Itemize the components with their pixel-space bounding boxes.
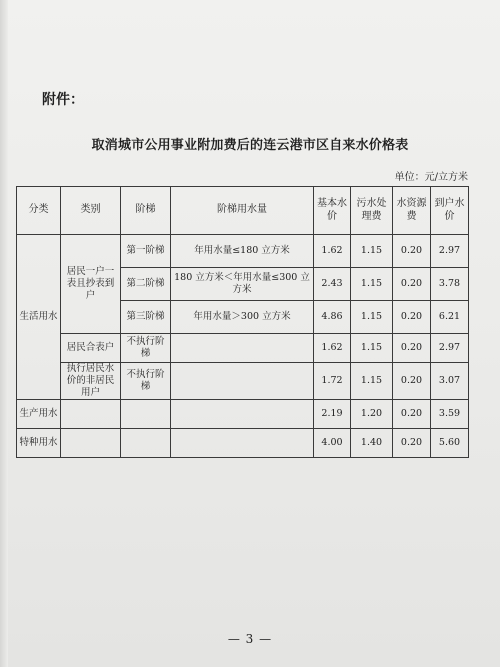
tier-cell — [121, 399, 171, 428]
total-price-cell: 2.97 — [431, 235, 469, 268]
table-row — [17, 363, 469, 400]
resource-fee-cell: 0.20 — [393, 399, 431, 428]
resource-fee-cell: 0.20 — [393, 301, 431, 334]
resource-fee-cell: 0.20 — [393, 428, 431, 457]
total-price-cell: 5.60 — [431, 428, 469, 457]
sewage-fee-cell: 1.15 — [351, 363, 393, 400]
volume-cell — [171, 428, 314, 457]
header-type: 类别 — [61, 187, 121, 235]
attachment-label: 附件： — [42, 92, 84, 108]
table-row — [17, 235, 469, 268]
total-price-cell: 6.21 — [431, 301, 469, 334]
base-price-cell: 4.00 — [314, 428, 351, 457]
total-price-cell: 2.97 — [431, 334, 469, 363]
tier-cell — [121, 428, 171, 457]
volume-cell — [171, 363, 314, 400]
type-cell — [61, 428, 121, 457]
total-price-cell: 3.59 — [431, 399, 469, 428]
sewage-fee-cell: 1.20 — [351, 399, 393, 428]
base-price-cell: 4.86 — [314, 301, 351, 334]
water-price-table — [16, 186, 469, 458]
type-cell: 居民一户一表且抄表到户 — [61, 235, 121, 334]
type-cell: 执行居民水价的非居民用户 — [61, 363, 121, 400]
base-price-cell: 1.62 — [314, 235, 351, 268]
header-tier: 阶梯 — [121, 187, 171, 235]
page-number: — 3 — — [227, 632, 273, 646]
sewage-fee-cell: 1.15 — [351, 268, 393, 301]
document-title: 取消城市公用事业附加费后的连云港市区自来水价格表 — [91, 138, 409, 153]
total-price-cell: 3.78 — [431, 268, 469, 301]
tier-cell: 第三阶梯 — [121, 301, 171, 334]
tier-cell: 第一阶梯 — [121, 235, 171, 268]
header-category: 分类 — [17, 187, 61, 235]
unit-note: 单位：元/立方米 — [394, 172, 468, 183]
sewage-fee-cell: 1.15 — [351, 334, 393, 363]
volume-cell: 年用水量＞300 立方米 — [171, 301, 314, 334]
page-fold-shadow — [0, 0, 8, 667]
header-base-price: 基本水价 — [314, 187, 351, 235]
volume-cell: 年用水量≤180 立方米 — [171, 235, 314, 268]
sewage-fee-cell: 1.15 — [351, 235, 393, 268]
tier-cell: 不执行阶梯 — [121, 363, 171, 400]
base-price-cell: 1.62 — [314, 334, 351, 363]
tier-cell: 不执行阶梯 — [121, 334, 171, 363]
header-total-price: 到户水价 — [431, 187, 469, 235]
base-price-cell: 2.43 — [314, 268, 351, 301]
resource-fee-cell: 0.20 — [393, 334, 431, 363]
type-cell: 居民合表户 — [61, 334, 121, 363]
sewage-fee-cell: 1.40 — [351, 428, 393, 457]
header-tier-volume: 阶梯用水量 — [171, 187, 314, 235]
table-row — [17, 428, 469, 457]
category-cell: 生产用水 — [17, 399, 61, 428]
table-header-row — [17, 187, 469, 235]
base-price-cell: 2.19 — [314, 399, 351, 428]
table-row — [17, 334, 469, 363]
sewage-fee-cell: 1.15 — [351, 301, 393, 334]
volume-cell: 180 立方米＜年用水量≤300 立方米 — [171, 268, 314, 301]
total-price-cell: 3.07 — [431, 363, 469, 400]
resource-fee-cell: 0.20 — [393, 363, 431, 400]
resource-fee-cell: 0.20 — [393, 235, 431, 268]
tier-cell: 第二阶梯 — [121, 268, 171, 301]
volume-cell — [171, 399, 314, 428]
resource-fee-cell: 0.20 — [393, 268, 431, 301]
category-cell: 生活用水 — [17, 235, 61, 400]
base-price-cell: 1.72 — [314, 363, 351, 400]
type-cell — [61, 399, 121, 428]
table-row — [17, 399, 469, 428]
category-cell: 特种用水 — [17, 428, 61, 457]
header-water-resource-fee: 水资源费 — [393, 187, 431, 235]
volume-cell — [171, 334, 314, 363]
header-sewage-fee: 污水处理费 — [351, 187, 393, 235]
